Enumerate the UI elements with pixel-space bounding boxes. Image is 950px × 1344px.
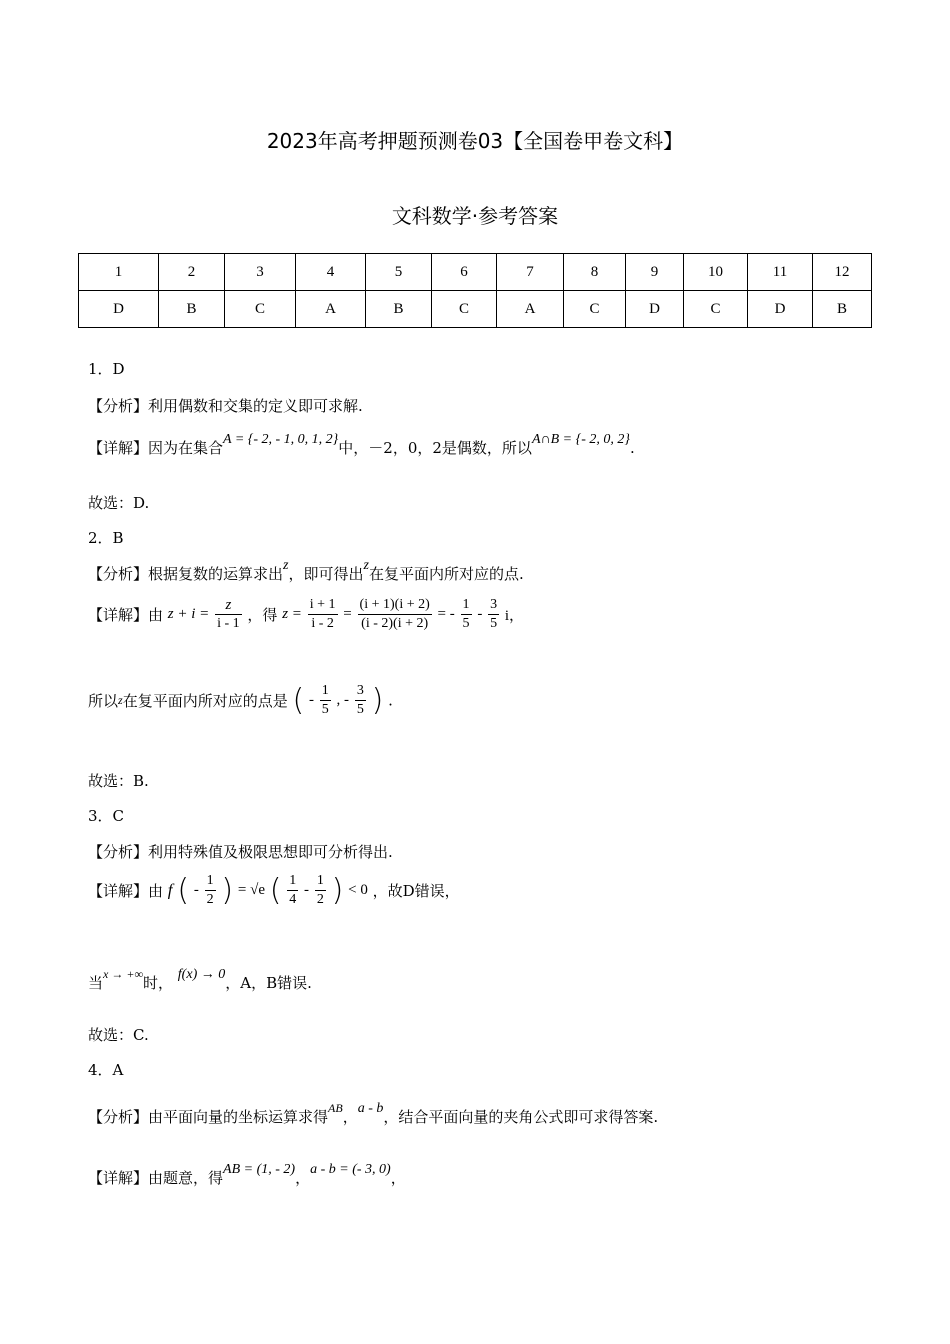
q3-detail-end: ，故D错误， xyxy=(372,882,460,900)
q2-eq1-fraction xyxy=(215,596,242,633)
q2-detail-mid: ，得 xyxy=(247,606,278,624)
q2-eq2-f3-den: 5 xyxy=(462,616,470,631)
q2-eq2-f2-num: (i + 1)(i + 2) xyxy=(358,596,432,615)
q2-heading: 2．B xyxy=(88,529,124,547)
q4-comma: ， xyxy=(295,1169,311,1187)
q3-paren-close: ) xyxy=(221,873,234,908)
question-number: 7 xyxy=(497,254,564,291)
q4-detail xyxy=(88,1162,406,1188)
q1-detail xyxy=(88,432,635,458)
q3-fraction2 xyxy=(287,872,298,909)
q2-point-comma: , - xyxy=(336,692,350,708)
q1-heading: 1．D xyxy=(88,360,125,378)
q1-detail-end: . xyxy=(629,439,635,457)
q2-analysis-end: 在复平面内所对应的点. xyxy=(368,565,524,583)
q2-point xyxy=(88,682,393,719)
q3-detail-pre: 【详解】由 xyxy=(88,882,164,900)
q3-eq: = √e xyxy=(237,882,265,898)
q3-paren-open: ( xyxy=(177,873,190,908)
question-number: 4 xyxy=(296,254,366,291)
answer-letter: B xyxy=(159,291,225,328)
q4-analysis-pre: 【分析】由平面向量的坐标运算求得 xyxy=(88,1108,329,1126)
q2-z-var: z xyxy=(283,558,289,573)
q2-eq2-fraction4 xyxy=(488,596,499,633)
q3-limit xyxy=(88,967,312,993)
q2-z-var: z xyxy=(363,558,369,573)
q2-eq2-fraction3 xyxy=(461,596,472,633)
q2-eq2-f1-num: i + 1 xyxy=(308,596,338,615)
q2-point-fraction2 xyxy=(355,682,366,719)
answer-letter: B xyxy=(366,291,432,328)
q2-eq2-fraction2 xyxy=(358,596,432,633)
q3-limit-pre: 当 xyxy=(88,974,104,992)
q2-point-open-paren: ( xyxy=(292,683,305,718)
answer-letter: D xyxy=(626,291,684,328)
question-number: 3 xyxy=(225,254,296,291)
q3-f2-num: 1 xyxy=(287,872,298,891)
q3-fraction1 xyxy=(205,872,216,909)
q2-analysis xyxy=(88,558,524,584)
q1-analysis: 【分析】利用偶数和交集的定义即可求解. xyxy=(88,397,363,415)
question-number: 1 xyxy=(79,254,159,291)
q3-f: f xyxy=(167,880,173,900)
q2-detail xyxy=(88,596,524,633)
answer-letter: D xyxy=(748,291,813,328)
q3-limit-mid: 时， xyxy=(143,974,174,992)
q3-conclusion: 故选：C. xyxy=(88,1026,149,1044)
q1-detail-pre: 【详解】因为在集合 xyxy=(88,439,224,457)
answer-letter: D xyxy=(79,291,159,328)
answer-table xyxy=(78,253,872,328)
q2-eq2-fraction1 xyxy=(308,596,338,633)
q2-point-f2-den: 5 xyxy=(356,702,364,717)
q4-ab: AB xyxy=(328,1101,343,1115)
q2-z-var: z xyxy=(118,693,123,707)
question-number: 6 xyxy=(432,254,497,291)
q2-eq2-f1-den: i - 2 xyxy=(311,616,334,631)
question-number: 8 xyxy=(564,254,626,291)
q2-eq2-eq: = - xyxy=(437,606,455,622)
answer-letter: C xyxy=(684,291,748,328)
q2-eq2-equals: = xyxy=(343,606,352,622)
q2-eq2-minus: - xyxy=(477,606,483,622)
q4-comma: ， xyxy=(342,1108,358,1126)
q2-eq2-i: i， xyxy=(504,608,525,624)
q4-detail-end: ， xyxy=(390,1169,406,1187)
q2-point-pre: 所以 xyxy=(88,692,119,710)
q3-limit-f: f(x) → 0 xyxy=(177,967,226,982)
q2-point-mid: 在复平面内所对应的点是 xyxy=(122,692,288,710)
q3-limit-expr: x → +∞ xyxy=(103,967,143,981)
question-number: 10 xyxy=(684,254,748,291)
q4-amb-value: a - b = (- 3, 0) xyxy=(310,1162,391,1177)
q3-fraction3 xyxy=(315,872,326,909)
q4-ab-value: AB = (1, - 2) xyxy=(223,1162,296,1177)
q4-analysis xyxy=(88,1101,659,1127)
q3-limit-end: ，A，B错误. xyxy=(225,974,312,992)
q2-point-f2-num: 3 xyxy=(355,682,366,701)
q2-eq2-f4-num: 3 xyxy=(488,596,499,615)
q3-f2-den: 4 xyxy=(289,892,297,907)
q4-heading: 4．A xyxy=(88,1061,124,1079)
answer-letter: B xyxy=(813,291,872,328)
question-number: 9 xyxy=(626,254,684,291)
question-number: 5 xyxy=(366,254,432,291)
q3-analysis: 【分析】利用特殊值及极限思想即可分析得出. xyxy=(88,843,393,861)
q2-analysis-mid: ，即可得出 xyxy=(288,565,364,583)
q3-detail xyxy=(88,872,460,909)
q3-f1-den: 2 xyxy=(206,892,214,907)
q2-point-close-paren: ) xyxy=(371,683,384,718)
q2-detail-pre: 【详解】由 xyxy=(88,606,164,624)
q2-point-f1-den: 5 xyxy=(321,702,329,717)
q2-eq2-f4-den: 5 xyxy=(490,616,498,631)
question-number: 11 xyxy=(748,254,813,291)
q1-detail-mid: 中，－2，0，2是偶数，所以 xyxy=(338,439,532,457)
answer-letter: C xyxy=(225,291,296,328)
q2-conclusion: 故选：B. xyxy=(88,772,149,790)
q3-heading: 3．C xyxy=(88,807,125,825)
q1-conclusion: 故选：D. xyxy=(88,494,150,512)
answer-letter: A xyxy=(497,291,564,328)
q3-lt: < 0 xyxy=(348,882,368,898)
q2-point-fraction1 xyxy=(320,682,331,719)
question-number: 12 xyxy=(813,254,872,291)
q1-set-a: A = {- 2, - 1, 0, 1, 2} xyxy=(223,432,339,447)
q2-eq1-den: i - 1 xyxy=(217,616,240,631)
q3-neg: - xyxy=(193,882,199,898)
answer-table-number-row xyxy=(79,254,872,291)
q4-amb: a - b xyxy=(357,1101,384,1116)
answer-table-answer-row xyxy=(79,291,872,328)
q2-point-f1-num: 1 xyxy=(320,682,331,701)
q3-f3-num: 1 xyxy=(315,872,326,891)
q1-set-intersection: A∩B = {- 2, 0, 2} xyxy=(531,432,630,447)
page-title: 2023年高考押题预测卷03【全国卷甲卷文科】 xyxy=(266,129,684,153)
q4-analysis-end: ，结合平面向量的夹角公式即可求得答案. xyxy=(383,1108,659,1126)
q2-point-end: . xyxy=(388,691,393,710)
q2-eq2-f3-num: 1 xyxy=(461,596,472,615)
q2-eq2-f2-den: (i - 2)(i + 2) xyxy=(361,616,429,631)
q2-eq1-left: z + i = xyxy=(167,606,210,622)
answer-letter: C xyxy=(432,291,497,328)
q3-paren-close2: ) xyxy=(331,873,344,908)
answer-letter: C xyxy=(564,291,626,328)
page-subtitle: 文科数学·参考答案 xyxy=(391,204,559,228)
q3-f3-den: 2 xyxy=(316,892,324,907)
q4-detail-pre: 【详解】由题意，得 xyxy=(88,1169,224,1187)
q2-eq2-left: z = xyxy=(282,606,302,622)
q3-minus: - xyxy=(304,882,310,898)
answer-letter: A xyxy=(296,291,366,328)
q2-eq1-num: z xyxy=(215,596,242,615)
q3-f1-num: 1 xyxy=(205,872,216,891)
q3-paren-open2: ( xyxy=(269,873,282,908)
q2-point-neg1: - xyxy=(308,692,314,708)
question-number: 2 xyxy=(159,254,225,291)
q2-analysis-pre: 【分析】根据复数的运算求出 xyxy=(88,565,284,583)
